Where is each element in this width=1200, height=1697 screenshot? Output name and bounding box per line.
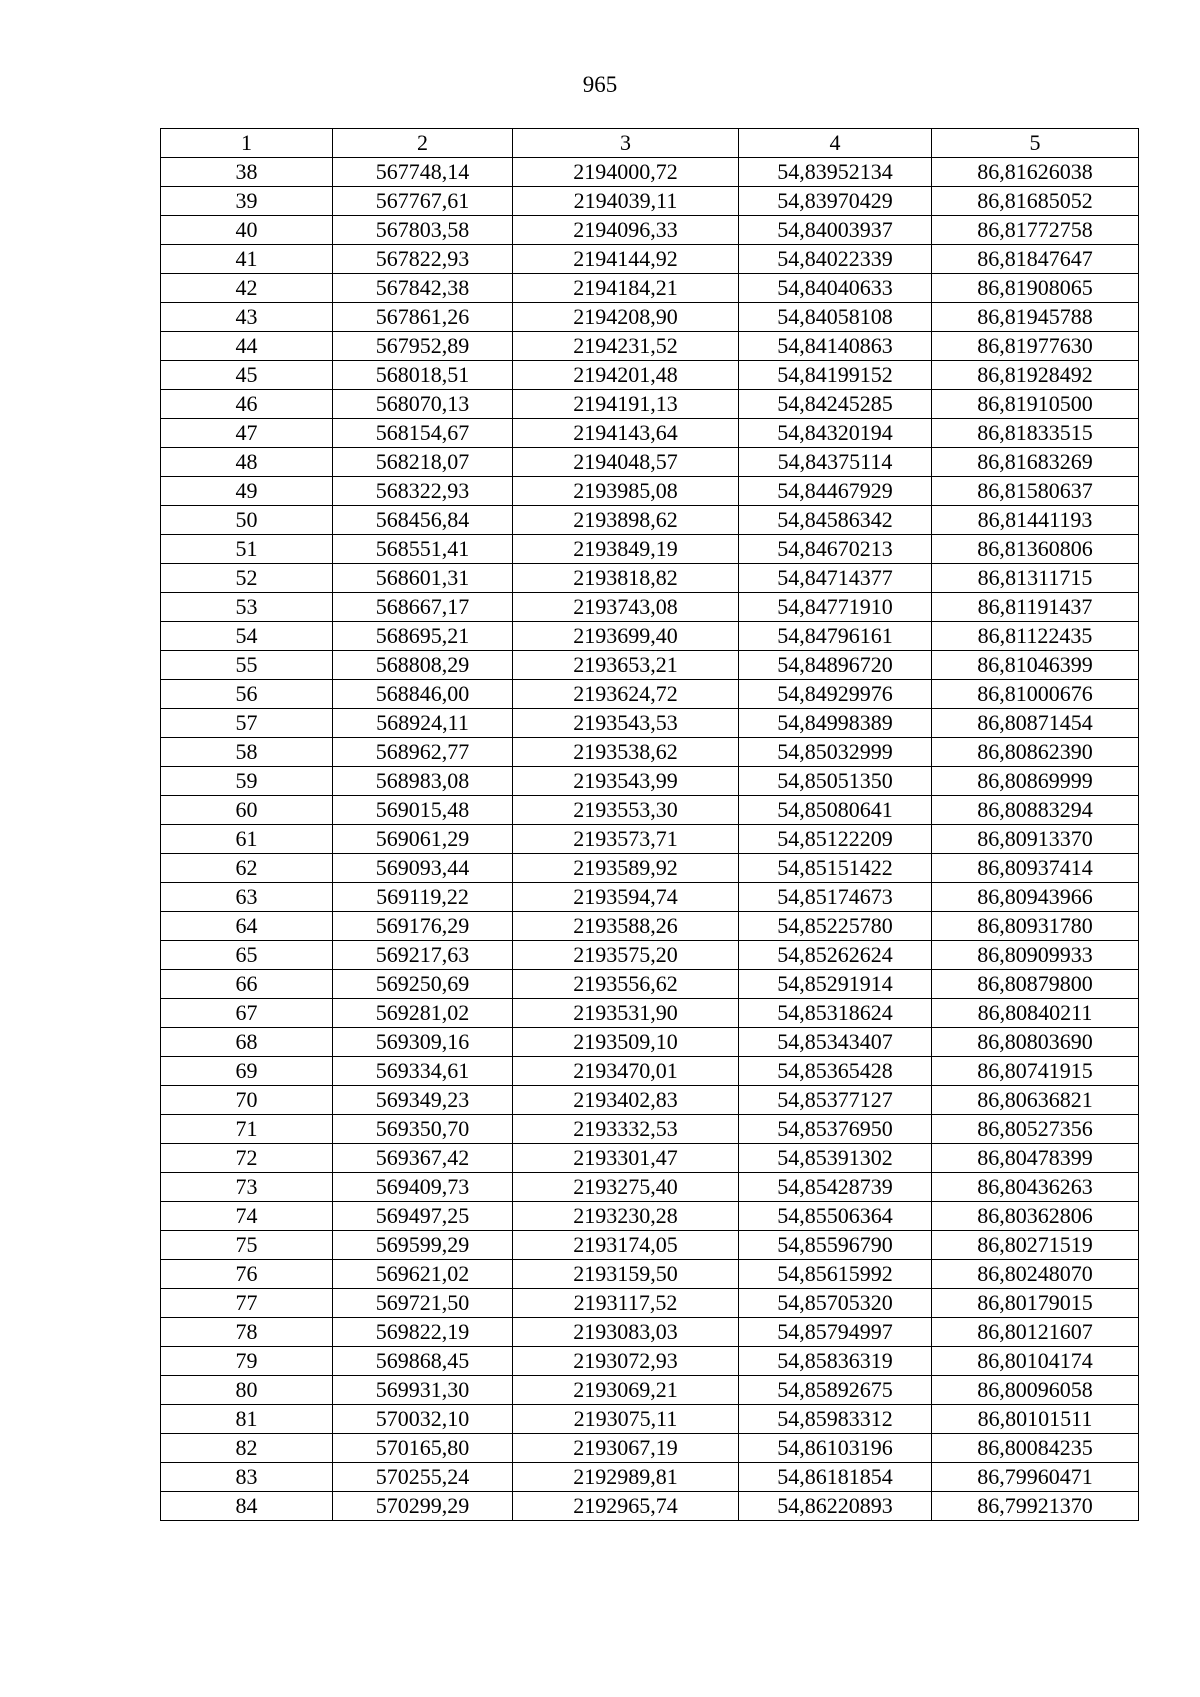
table-row [161,999,1139,1028]
table-cell: 52 [161,564,333,593]
table-cell: 567748,14 [333,158,513,187]
table-row [161,535,1139,564]
table-row [161,970,1139,999]
table-cell: 2194039,11 [513,187,739,216]
table-cell: 54,84998389 [739,709,932,738]
table-cell: 54,84140863 [739,332,932,361]
table-cell: 570032,10 [333,1405,513,1434]
table-cell: 86,80913370 [932,825,1139,854]
table-row [161,941,1139,970]
table-cell: 86,81772758 [932,216,1139,245]
table-cell: 2193067,19 [513,1434,739,1463]
table-cell: 569250,69 [333,970,513,999]
table-cell: 86,81580637 [932,477,1139,506]
table-row [161,593,1139,622]
table-cell: 568808,29 [333,651,513,680]
table-cell: 54,85705320 [739,1289,932,1318]
table-cell: 2194184,21 [513,274,739,303]
table-cell: 54,85365428 [739,1057,932,1086]
table-cell: 569868,45 [333,1347,513,1376]
table-row [161,216,1139,245]
column-header: 4 [739,129,932,158]
table-cell: 86,80436263 [932,1173,1139,1202]
table-row [161,912,1139,941]
table-cell: 75 [161,1231,333,1260]
table-row [161,1144,1139,1173]
table-cell: 54,85225780 [739,912,932,941]
table-row [161,361,1139,390]
table-cell: 2192965,74 [513,1492,739,1521]
table-cell: 2193743,08 [513,593,739,622]
table-cell: 49 [161,477,333,506]
table-cell: 47 [161,419,333,448]
table-cell: 54,85032999 [739,738,932,767]
table-cell: 2193985,08 [513,477,739,506]
table-row [161,622,1139,651]
table-cell: 38 [161,158,333,187]
table-cell: 44 [161,332,333,361]
table-cell: 86,80909933 [932,941,1139,970]
table-cell: 62 [161,854,333,883]
table-cell: 68 [161,1028,333,1057]
table-cell: 54 [161,622,333,651]
table-row [161,506,1139,535]
table-cell: 54,84040633 [739,274,932,303]
table-row [161,1231,1139,1260]
table-row [161,1405,1139,1434]
table-cell: 2194143,64 [513,419,739,448]
table-row [161,332,1139,361]
table-cell: 86,80478399 [932,1144,1139,1173]
table-cell: 57 [161,709,333,738]
table-cell: 70 [161,1086,333,1115]
table-cell: 40 [161,216,333,245]
table-cell: 568456,84 [333,506,513,535]
table-cell: 568018,51 [333,361,513,390]
table-cell: 568070,13 [333,390,513,419]
table-cell: 569119,22 [333,883,513,912]
table-cell: 64 [161,912,333,941]
table-cell: 86,80840211 [932,999,1139,1028]
table-cell: 2193575,20 [513,941,739,970]
table-cell: 568924,11 [333,709,513,738]
table-row [161,1057,1139,1086]
table-cell: 71 [161,1115,333,1144]
table-cell: 86,80871454 [932,709,1139,738]
table-cell: 54,85376950 [739,1115,932,1144]
table-cell: 2194208,90 [513,303,739,332]
table-row [161,274,1139,303]
table-cell: 569409,73 [333,1173,513,1202]
table-cell: 86,81910500 [932,390,1139,419]
table-row [161,1347,1139,1376]
table-cell: 569822,19 [333,1318,513,1347]
table-row [161,1115,1139,1144]
table-cell: 54,85151422 [739,854,932,883]
table-cell: 2193159,50 [513,1260,739,1289]
table-cell: 54,84245285 [739,390,932,419]
table-cell: 54,84714377 [739,564,932,593]
table-cell: 54,84586342 [739,506,932,535]
table-cell: 67 [161,999,333,1028]
table-cell: 54,83952134 [739,158,932,187]
table-cell: 86,81441193 [932,506,1139,535]
page-number: 965 [582,72,618,97]
table-cell: 568846,00 [333,680,513,709]
table-cell: 54,84896720 [739,651,932,680]
table-cell: 77 [161,1289,333,1318]
table-row [161,1260,1139,1289]
table-cell: 46 [161,390,333,419]
table-cell: 86,80248070 [932,1260,1139,1289]
table-row [161,303,1139,332]
table-cell: 73 [161,1173,333,1202]
table-cell: 82 [161,1434,333,1463]
table-cell: 54,85983312 [739,1405,932,1434]
table-cell: 570299,29 [333,1492,513,1521]
table-row [161,796,1139,825]
table-cell: 54,85080641 [739,796,932,825]
table-row [161,1173,1139,1202]
table-cell: 54,83970429 [739,187,932,216]
table-cell: 54,86181854 [739,1463,932,1492]
table-cell: 63 [161,883,333,912]
table-cell: 2194000,72 [513,158,739,187]
table-cell: 66 [161,970,333,999]
table-row [161,680,1139,709]
table-cell: 86,80741915 [932,1057,1139,1086]
table-cell: 86,79960471 [932,1463,1139,1492]
table-cell: 2193117,52 [513,1289,739,1318]
table-cell: 569015,48 [333,796,513,825]
table-cell: 569931,30 [333,1376,513,1405]
table-cell: 54,85506364 [739,1202,932,1231]
table-cell: 86,80084235 [932,1434,1139,1463]
table-cell: 86,80271519 [932,1231,1139,1260]
table-cell: 567842,38 [333,274,513,303]
table-cell: 2193543,99 [513,767,739,796]
table-cell: 58 [161,738,333,767]
table-cell: 86,79921370 [932,1492,1139,1521]
table-cell: 2194191,13 [513,390,739,419]
table-cell: 2193332,53 [513,1115,739,1144]
table-row [161,1463,1139,1492]
table-cell: 2193849,19 [513,535,739,564]
table-cell: 568154,67 [333,419,513,448]
table-row [161,1434,1139,1463]
table-row [161,448,1139,477]
table-cell: 569176,29 [333,912,513,941]
table-cell: 54,85122209 [739,825,932,854]
table-cell: 59 [161,767,333,796]
table-cell: 86,80883294 [932,796,1139,825]
table-cell: 54,85262624 [739,941,932,970]
table-cell: 568601,31 [333,564,513,593]
column-header: 5 [932,129,1139,158]
table-cell: 86,81122435 [932,622,1139,651]
table-cell: 86,80096058 [932,1376,1139,1405]
table-cell: 2193898,62 [513,506,739,535]
table-row [161,738,1139,767]
table-cell: 567861,26 [333,303,513,332]
table-row [161,883,1139,912]
table-cell: 2193075,11 [513,1405,739,1434]
table-row [161,651,1139,680]
table-header-row [161,129,1139,158]
table-cell: 2193301,47 [513,1144,739,1173]
table-cell: 86,81683269 [932,448,1139,477]
table-cell: 54,84771910 [739,593,932,622]
table-cell: 569093,44 [333,854,513,883]
table-cell: 86,81977630 [932,332,1139,361]
table-body [161,158,1139,1521]
table-cell: 2194231,52 [513,332,739,361]
coordinates-table [160,128,1139,1521]
table-cell: 54,84199152 [739,361,932,390]
table-cell: 86,81626038 [932,158,1139,187]
column-header: 3 [513,129,739,158]
table-cell: 86,81360806 [932,535,1139,564]
table-cell: 2193553,30 [513,796,739,825]
table-cell: 2193818,82 [513,564,739,593]
table-cell: 568322,93 [333,477,513,506]
table-cell: 54,85794997 [739,1318,932,1347]
table-cell: 2193543,53 [513,709,739,738]
table-row [161,477,1139,506]
table-cell: 86,80527356 [932,1115,1139,1144]
table-cell: 45 [161,361,333,390]
table-cell: 2193556,62 [513,970,739,999]
table-cell: 76 [161,1260,333,1289]
table-cell: 2194144,92 [513,245,739,274]
table-cell: 54,85291914 [739,970,932,999]
table-row [161,709,1139,738]
table-cell: 54,85377127 [739,1086,932,1115]
table-cell: 569350,70 [333,1115,513,1144]
table-cell: 54,85428739 [739,1173,932,1202]
table-cell: 84 [161,1492,333,1521]
table-cell: 2193538,62 [513,738,739,767]
table-cell: 2194096,33 [513,216,739,245]
table-cell: 86,80869999 [932,767,1139,796]
table-cell: 81 [161,1405,333,1434]
table-cell: 570255,24 [333,1463,513,1492]
table-cell: 54,84058108 [739,303,932,332]
table-cell: 72 [161,1144,333,1173]
table-cell: 2193573,71 [513,825,739,854]
table-cell: 569309,16 [333,1028,513,1057]
table-row [161,825,1139,854]
table-cell: 2193589,92 [513,854,739,883]
table-cell: 2193069,21 [513,1376,739,1405]
table-cell: 568551,41 [333,535,513,564]
column-header: 2 [333,129,513,158]
table-cell: 54,84375114 [739,448,932,477]
table-cell: 54,86220893 [739,1492,932,1521]
table-cell: 54,84796161 [739,622,932,651]
table-cell: 80 [161,1376,333,1405]
table-row [161,1086,1139,1115]
table-row [161,187,1139,216]
table-cell: 54,84003937 [739,216,932,245]
table-cell: 54,85836319 [739,1347,932,1376]
table-row [161,1202,1139,1231]
table-cell: 56 [161,680,333,709]
table-row [161,854,1139,883]
table-cell: 83 [161,1463,333,1492]
table-cell: 569334,61 [333,1057,513,1086]
table-cell: 53 [161,593,333,622]
table-cell: 2193174,05 [513,1231,739,1260]
table-cell: 569599,29 [333,1231,513,1260]
table-cell: 86,81000676 [932,680,1139,709]
table-cell: 86,80879800 [932,970,1139,999]
table-row [161,1492,1139,1521]
table-cell: 86,81046399 [932,651,1139,680]
table-cell: 41 [161,245,333,274]
table-cell: 78 [161,1318,333,1347]
table-cell: 569281,02 [333,999,513,1028]
table-cell: 2193588,26 [513,912,739,941]
table-cell: 86,81847647 [932,245,1139,274]
table-cell: 54,86103196 [739,1434,932,1463]
table-cell: 54,84670213 [739,535,932,564]
table-cell: 42 [161,274,333,303]
table-cell: 569061,29 [333,825,513,854]
table-cell: 2193402,83 [513,1086,739,1115]
table-cell: 567952,89 [333,332,513,361]
table-cell: 54,85596790 [739,1231,932,1260]
table-cell: 86,81945788 [932,303,1139,332]
table-cell: 570165,80 [333,1434,513,1463]
table-cell: 54,85615992 [739,1260,932,1289]
table-row [161,245,1139,274]
table-cell: 2192989,81 [513,1463,739,1492]
table-cell: 86,80803690 [932,1028,1139,1057]
table-cell: 48 [161,448,333,477]
table-cell: 86,80101511 [932,1405,1139,1434]
table-cell: 69 [161,1057,333,1086]
table-cell: 569621,02 [333,1260,513,1289]
table-cell: 86,80104174 [932,1347,1139,1376]
table-cell: 54,85318624 [739,999,932,1028]
table-row [161,1318,1139,1347]
table-row [161,390,1139,419]
table-row [161,158,1139,187]
table-cell: 86,80179015 [932,1289,1139,1318]
table-cell: 569349,23 [333,1086,513,1115]
table-cell: 86,80862390 [932,738,1139,767]
table-cell: 50 [161,506,333,535]
table-cell: 54,85051350 [739,767,932,796]
column-header: 1 [161,129,333,158]
table-row [161,564,1139,593]
table-cell: 86,81928492 [932,361,1139,390]
table-cell: 61 [161,825,333,854]
table-cell: 54,84320194 [739,419,932,448]
table-cell: 54,85174673 [739,883,932,912]
table-cell: 86,80636821 [932,1086,1139,1115]
table-row [161,1289,1139,1318]
table-cell: 2193594,74 [513,883,739,912]
table-cell: 54,84467929 [739,477,932,506]
table-cell: 2193699,40 [513,622,739,651]
table-cell: 54,84022339 [739,245,932,274]
table-cell: 86,80931780 [932,912,1139,941]
table-cell: 2193509,10 [513,1028,739,1057]
table-cell: 567803,58 [333,216,513,245]
table-cell: 567767,61 [333,187,513,216]
table-cell: 2193470,01 [513,1057,739,1086]
table-cell: 86,80362806 [932,1202,1139,1231]
table-cell: 60 [161,796,333,825]
table-cell: 568218,07 [333,448,513,477]
table-cell: 2193083,03 [513,1318,739,1347]
table-cell: 86,80121607 [932,1318,1139,1347]
table-cell: 54,85343407 [739,1028,932,1057]
table-cell: 2193653,21 [513,651,739,680]
table-cell: 51 [161,535,333,564]
table-cell: 86,80943966 [932,883,1139,912]
table-cell: 86,81191437 [932,593,1139,622]
table-cell: 54,85391302 [739,1144,932,1173]
table-cell: 2193072,93 [513,1347,739,1376]
table-cell: 569721,50 [333,1289,513,1318]
table-cell: 86,80937414 [932,854,1139,883]
table-cell: 2193275,40 [513,1173,739,1202]
table-cell: 2193230,28 [513,1202,739,1231]
table-cell: 65 [161,941,333,970]
table-cell: 86,81685052 [932,187,1139,216]
table-cell: 39 [161,187,333,216]
table-cell: 2193531,90 [513,999,739,1028]
table-cell: 54,85892675 [739,1376,932,1405]
table-cell: 74 [161,1202,333,1231]
table-row [161,419,1139,448]
table-row [161,767,1139,796]
table-cell: 567822,93 [333,245,513,274]
table-cell: 86,81908065 [932,274,1139,303]
table-cell: 569367,42 [333,1144,513,1173]
table-cell: 2194201,48 [513,361,739,390]
table-cell: 79 [161,1347,333,1376]
table-cell: 86,81833515 [932,419,1139,448]
table-cell: 55 [161,651,333,680]
table-cell: 2193624,72 [513,680,739,709]
table-cell: 568695,21 [333,622,513,651]
table-row [161,1376,1139,1405]
table-cell: 569497,25 [333,1202,513,1231]
table-cell: 86,81311715 [932,564,1139,593]
table-cell: 2194048,57 [513,448,739,477]
table-cell: 568983,08 [333,767,513,796]
table-cell: 43 [161,303,333,332]
table-cell: 568962,77 [333,738,513,767]
table-cell: 568667,17 [333,593,513,622]
table-cell: 54,84929976 [739,680,932,709]
table-cell: 569217,63 [333,941,513,970]
table-row [161,1028,1139,1057]
